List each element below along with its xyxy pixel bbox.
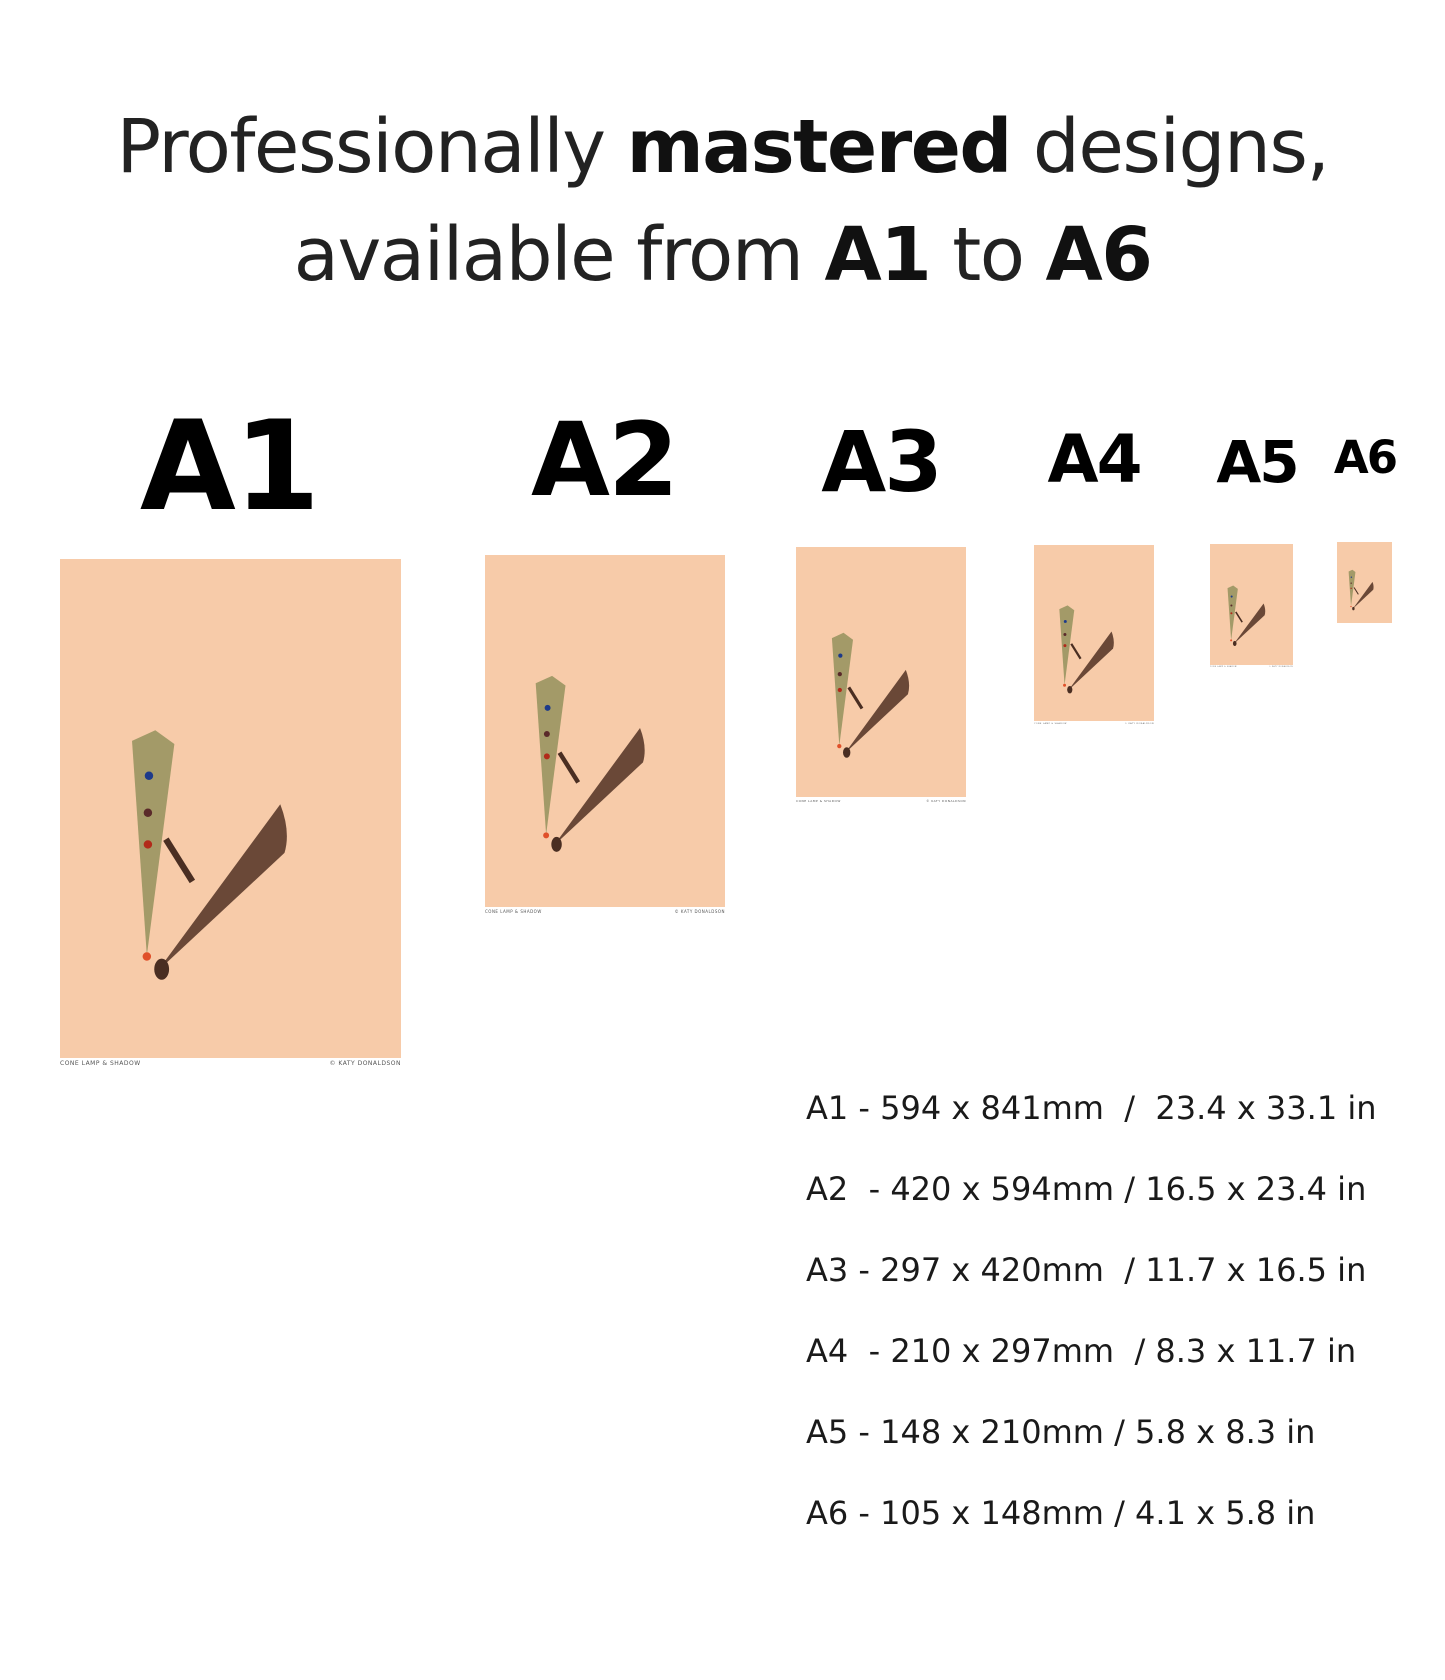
poster-a3 xyxy=(796,547,966,803)
cone-lamp-illustration xyxy=(1210,544,1293,665)
lamp-tip xyxy=(837,744,841,748)
lamp-shadow-base xyxy=(1233,641,1237,646)
poster-credit: © KATY DONALDSON xyxy=(926,799,966,803)
lamp-bead-blue xyxy=(1351,576,1352,577)
size-label-a6: A6 xyxy=(1333,431,1397,484)
size-label-a5: A5 xyxy=(1216,428,1298,496)
size-label-a4: A4 xyxy=(1047,421,1141,498)
poster-credit: © KATY DONALDSON xyxy=(329,1060,401,1067)
cone-lamp-illustration xyxy=(1034,545,1154,721)
poster-a2 xyxy=(485,555,725,914)
lamp-shadow xyxy=(1353,582,1374,609)
lamp-bead-red xyxy=(544,753,550,759)
size-spec-a1: A1 - 594 x 841mm / 23.4 x 33.1 in xyxy=(806,1089,1377,1127)
lamp-tip xyxy=(1350,606,1351,607)
lamp-shadow xyxy=(1068,632,1114,691)
size-spec-a5: A5 - 148 x 210mm / 5.8 x 8.3 in xyxy=(806,1413,1316,1451)
poster-credit: © KATY DONALDSON xyxy=(1269,667,1293,668)
lamp-bead-red xyxy=(1230,612,1232,614)
lamp-arm-shadow xyxy=(166,839,192,881)
cone-lamp-illustration xyxy=(1337,542,1392,623)
lamp-bead-blue xyxy=(1231,596,1233,598)
poster-a1 xyxy=(60,559,401,1067)
lamp-bead-brown xyxy=(544,731,550,737)
size-spec-a3: A3 - 297 x 420mm / 11.7 x 16.5 in xyxy=(806,1251,1367,1289)
headline-text: Professionally xyxy=(116,104,627,190)
lamp-arm-shadow xyxy=(560,753,579,783)
cone-lamp-illustration xyxy=(60,559,401,1058)
headline-line-1 xyxy=(0,104,1445,190)
lamp-bead-red xyxy=(1350,588,1351,589)
headline-emphasis: A6 xyxy=(1045,212,1152,298)
lamp-tip xyxy=(143,952,151,960)
lamp-bead-red xyxy=(144,840,152,848)
size-label-a2: A2 xyxy=(531,401,677,520)
headline-text: available from xyxy=(293,212,825,298)
lamp-tip xyxy=(1230,639,1232,641)
lamp-arm-shadow xyxy=(1354,587,1358,594)
lamp-tip xyxy=(543,832,549,838)
headline-text: to xyxy=(930,212,1046,298)
poster-title: CONE LAMP & SHADOW xyxy=(1034,723,1067,725)
lamp-tip xyxy=(1063,684,1066,687)
lamp-shadow xyxy=(1234,603,1266,644)
lamp-shadow-base xyxy=(154,959,169,980)
lamp-arm-shadow xyxy=(1071,644,1080,659)
size-spec-a2: A2 - 420 x 594mm / 16.5 x 23.4 in xyxy=(806,1170,1367,1208)
size-spec-a4: A4 - 210 x 297mm / 8.3 x 11.7 in xyxy=(806,1332,1357,1370)
lamp-bead-brown xyxy=(144,809,152,817)
headline-emphasis: mastered xyxy=(626,104,1011,190)
lamp-shadow-base xyxy=(551,837,561,852)
lamp-bead-brown xyxy=(838,672,842,676)
lamp-shadow xyxy=(157,804,286,971)
lamp-bead-red xyxy=(1063,644,1066,647)
poster-credit: © KATY DONALDSON xyxy=(674,909,725,914)
lamp-shadow-base xyxy=(1352,607,1354,610)
lamp-arm-shadow xyxy=(1236,612,1242,622)
poster-credit: © KATY DONALDSON xyxy=(1124,723,1154,725)
lamp-shadow xyxy=(845,670,910,754)
poster-a5 xyxy=(1210,544,1293,668)
lamp-arm-shadow xyxy=(849,687,862,708)
poster-a6 xyxy=(1337,542,1392,623)
poster-title: CONE LAMP & SHADOW xyxy=(1210,667,1237,668)
lamp-bead-red xyxy=(838,688,842,692)
headline-text: designs, xyxy=(1010,104,1329,190)
lamp-shadow-base xyxy=(843,747,850,758)
lamp-shadow-base xyxy=(1067,686,1072,693)
lamp-bead-brown xyxy=(1230,605,1232,607)
size-spec-a6: A6 - 105 x 148mm / 4.1 x 5.8 in xyxy=(806,1494,1316,1532)
cone-lamp-illustration xyxy=(485,555,725,907)
cone-lamp-illustration xyxy=(796,547,966,797)
size-label-a1: A1 xyxy=(139,395,319,539)
lamp-bead-blue xyxy=(545,705,551,711)
size-label-a3: A3 xyxy=(821,413,941,511)
lamp-bead-blue xyxy=(145,771,153,779)
lamp-bead-blue xyxy=(1064,620,1067,623)
lamp-bead-blue xyxy=(838,653,842,657)
lamp-bead-brown xyxy=(1350,583,1351,584)
poster-title: CONE LAMP & SHADOW xyxy=(60,1060,141,1067)
poster-title: CONE LAMP & SHADOW xyxy=(796,799,841,803)
headline-line-2 xyxy=(0,212,1445,298)
poster-title: CONE LAMP & SHADOW xyxy=(485,909,542,914)
lamp-bead-brown xyxy=(1063,633,1066,636)
headline-emphasis: A1 xyxy=(824,212,931,298)
poster-a4 xyxy=(1034,545,1154,725)
lamp-shadow xyxy=(554,728,645,846)
